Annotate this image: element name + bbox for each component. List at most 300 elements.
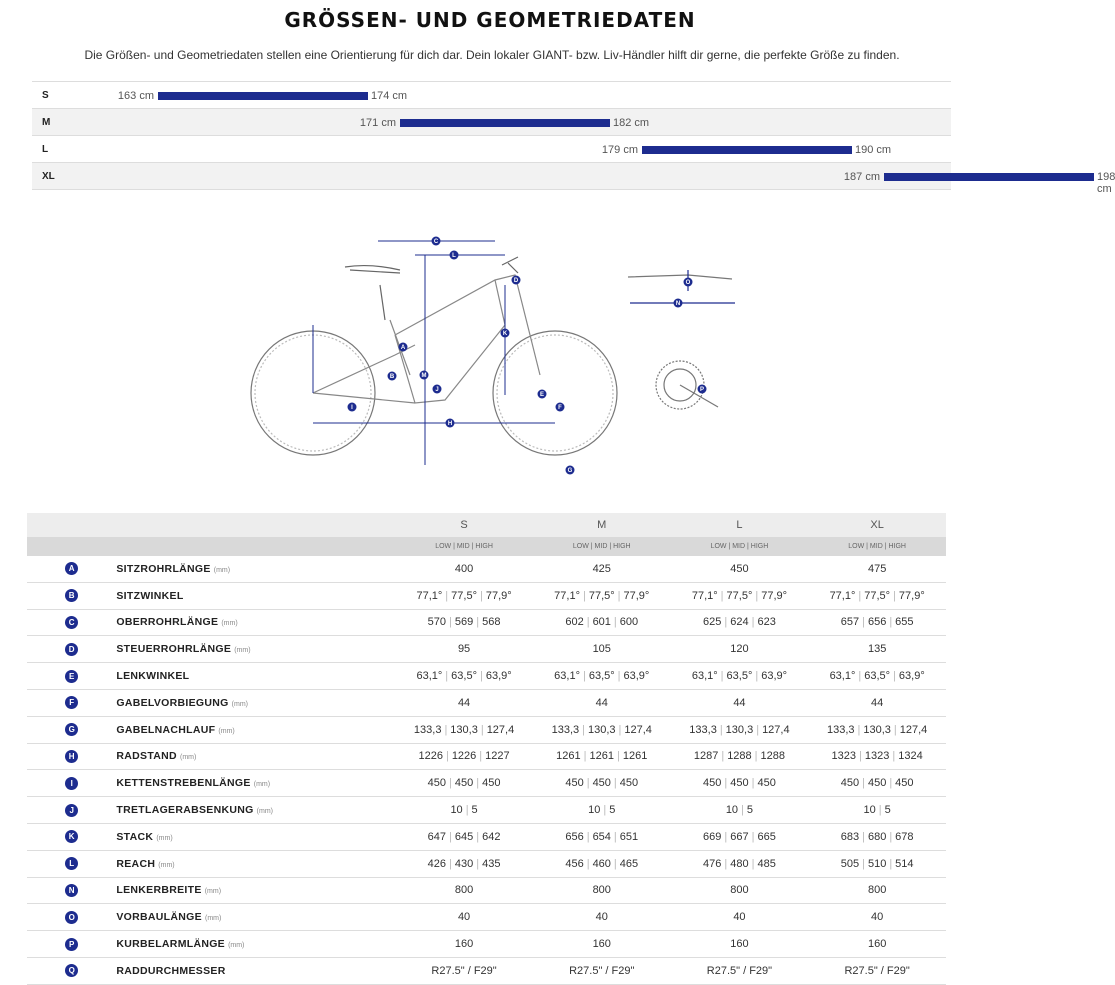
value: 678: [895, 830, 914, 843]
value: 40: [457, 911, 471, 924]
value-cell: [533, 689, 671, 716]
value: 160: [454, 938, 474, 951]
value: 450: [619, 777, 639, 790]
value: 656: [565, 830, 584, 843]
value: 642: [482, 830, 501, 843]
table-header-sizes: [27, 513, 946, 537]
value: 450: [427, 777, 447, 790]
marker-d-icon: [512, 276, 521, 285]
value-cell: 63,1° | 63,5° | 63,9°: [533, 663, 671, 690]
value: 77,9°: [761, 589, 788, 602]
value-cell: 450 | 450 | 450: [533, 770, 671, 797]
value: 800: [867, 884, 887, 897]
size-label: XL: [42, 171, 55, 182]
marker-f-icon: [556, 403, 565, 412]
value: R27.5" / F29": [844, 964, 910, 977]
size-row: [32, 109, 951, 136]
value-cell: [395, 957, 533, 984]
value: 77,9°: [898, 589, 925, 602]
table-subheader: [27, 537, 946, 556]
value-cell: 77,1° | 77,5° | 77,9°: [533, 582, 671, 609]
value: 1226: [451, 750, 477, 763]
value-cell: 1226 | 1226 | 1227: [395, 743, 533, 770]
value: 10: [588, 804, 601, 817]
value: 667: [730, 830, 749, 843]
value-cell: [533, 636, 671, 663]
value: 450: [757, 777, 776, 790]
value-cell: 450 | 450 | 450: [808, 770, 946, 797]
value: 130,3: [587, 723, 616, 736]
value: 1323: [831, 750, 857, 763]
marker-k-icon: [501, 329, 510, 338]
param-name: TRETLAGERABSENKUNG: [116, 804, 254, 817]
value: 160: [730, 938, 749, 951]
svg-text:L: L: [452, 253, 456, 259]
geometry-table: [27, 513, 946, 985]
table-row: [27, 957, 946, 984]
svg-text:B: B: [389, 374, 395, 380]
marker-h-icon: [446, 419, 455, 428]
value: 127,4: [624, 723, 652, 736]
svg-text:I: I: [351, 405, 353, 411]
value: 63,9°: [898, 670, 925, 683]
size-label: L: [42, 144, 49, 155]
value: 130,3: [725, 723, 754, 736]
size-row: [32, 163, 1115, 195]
value-cell: [671, 877, 809, 904]
param-name: KETTENSTREBENLÄNGE: [116, 777, 251, 790]
value: 601: [592, 616, 611, 629]
value-cell: [671, 904, 809, 931]
row-letter-badge: P: [65, 938, 78, 951]
value-cell: [533, 556, 671, 582]
value: 450: [840, 777, 860, 790]
marker-c-icon: [432, 237, 441, 246]
value-cell: 570 | 569 | 568: [395, 609, 533, 636]
value: 130,3: [450, 723, 478, 736]
param-name: KURBELARMLÄNGE: [116, 938, 225, 951]
value: 1226: [418, 750, 443, 763]
size-max: 182 cm: [613, 117, 650, 129]
row-letter-badge: F: [65, 696, 78, 709]
size-min: 163 cm: [117, 90, 154, 102]
marker-e-icon: [538, 390, 547, 399]
value-cell: 450 | 450 | 450: [395, 770, 533, 797]
value: 63,9°: [761, 670, 788, 683]
param-unit: (mm): [256, 808, 273, 816]
param-name: STACK: [116, 830, 154, 843]
svg-text:C: C: [433, 239, 439, 245]
value: 623: [757, 616, 776, 629]
value: 127,4: [899, 723, 928, 736]
value: 645: [454, 830, 474, 843]
marker-g-icon: [566, 466, 575, 475]
value: 5: [609, 804, 616, 817]
value-cell: [808, 904, 946, 931]
value: 133,3: [826, 723, 855, 736]
marker-i-icon: [348, 403, 357, 412]
size-row: [32, 136, 951, 163]
value-cell: [395, 556, 533, 582]
row-letter-badge: O: [65, 911, 78, 924]
size-label: M: [42, 117, 51, 128]
value: 568: [482, 616, 501, 629]
row-letter-badge: J: [65, 804, 78, 817]
value: 602: [565, 616, 584, 629]
column-header-l: L: [671, 513, 809, 537]
value: 40: [733, 911, 746, 924]
value: 651: [619, 830, 639, 843]
value: 127,4: [486, 723, 515, 736]
table-row: [27, 770, 946, 797]
value-cell: [533, 957, 671, 984]
value: 456: [565, 857, 584, 870]
value-cell: [808, 877, 946, 904]
value: 10: [725, 804, 739, 817]
value-cell: 133,3 | 130,3 | 127,4: [671, 716, 809, 743]
value: 425: [592, 562, 611, 575]
param-unit: (mm): [156, 834, 173, 842]
value: 680: [867, 830, 887, 843]
value: 10: [450, 804, 463, 817]
value-cell: 77,1° | 77,5° | 77,9°: [395, 582, 533, 609]
param-name: GABELNACHLAUF: [116, 723, 216, 736]
row-letter-badge: C: [65, 616, 78, 629]
svg-text:D: D: [513, 278, 519, 284]
svg-text:O: O: [685, 280, 691, 286]
value: 1323: [864, 750, 890, 763]
value: 654: [592, 830, 611, 843]
value: 400: [454, 562, 474, 575]
value: 657: [840, 616, 860, 629]
value-cell: 77,1° | 77,5° | 77,9°: [808, 582, 946, 609]
row-letter-badge: E: [65, 670, 78, 683]
subheader-s: LOW | MID | HIGH: [395, 537, 533, 556]
param-unit: (mm): [253, 781, 271, 789]
value: 133,3: [551, 723, 580, 736]
value: 460: [592, 857, 611, 870]
value: 510: [867, 857, 887, 870]
value: 133,3: [413, 723, 442, 736]
value-cell: [395, 931, 533, 958]
table-row: [27, 663, 946, 690]
value: 127,4: [762, 723, 790, 736]
value: 63,1°: [554, 670, 580, 683]
param-name: VORBAULÄNGE: [116, 911, 202, 924]
value-cell: 456 | 460 | 465: [533, 850, 671, 877]
row-letter-badge: A: [65, 562, 78, 575]
svg-text:E: E: [539, 392, 545, 398]
row-letter-badge: G: [65, 723, 78, 736]
value: 625: [703, 616, 722, 629]
value: 1261: [556, 750, 581, 763]
param-name: RADSTAND: [116, 750, 177, 763]
table-row: [27, 716, 946, 743]
value-cell: [671, 636, 809, 663]
value-cell: 63,1° | 63,5° | 63,9°: [671, 663, 809, 690]
value: 600: [619, 616, 639, 629]
row-letter-badge: B: [65, 589, 78, 602]
value-cell: [671, 957, 809, 984]
param-unit: (mm): [234, 647, 251, 655]
value-cell: 10 | 5: [395, 797, 533, 824]
value-cell: 683 | 680 | 678: [808, 823, 946, 850]
value: 77,1°: [691, 589, 718, 602]
value: 450: [482, 777, 501, 790]
param-unit: (mm): [158, 861, 175, 869]
size-range-bar: [884, 173, 1094, 181]
value-cell: 476 | 480 | 485: [671, 850, 809, 877]
value: 1288: [760, 750, 786, 763]
value: 450: [730, 777, 749, 790]
page-title: GRÖSSEN- UND GEOMETRIEDATEN: [284, 8, 696, 32]
value: 465: [619, 857, 639, 870]
value-cell: 602 | 601 | 600: [533, 609, 671, 636]
param-unit: (mm): [179, 754, 197, 762]
param-name: LENKERBREITE: [116, 884, 202, 897]
svg-text:P: P: [699, 387, 705, 393]
subheader-l: LOW | MID | HIGH: [671, 537, 809, 556]
param-name: SITZWINKEL: [116, 589, 184, 602]
value: 105: [592, 643, 611, 656]
svg-text:A: A: [400, 345, 406, 351]
value: 135: [867, 643, 887, 656]
value-cell: 1323 | 1323 | 1324: [808, 743, 946, 770]
value: 63,5°: [451, 670, 477, 683]
value: 647: [427, 830, 447, 843]
size-row: [32, 82, 951, 109]
table-row: [27, 689, 946, 716]
value: 77,5°: [451, 589, 477, 602]
value: 656: [867, 616, 887, 629]
value-cell: 426 | 430 | 435: [395, 850, 533, 877]
value-cell: [808, 957, 946, 984]
value-cell: [395, 904, 533, 931]
value: 450: [895, 777, 914, 790]
value: 95: [457, 643, 471, 656]
param-name: REACH: [116, 857, 156, 870]
value: 40: [595, 911, 608, 924]
value: 1261: [589, 750, 614, 763]
value: 450: [565, 777, 584, 790]
value-cell: 63,1° | 63,5° | 63,9°: [395, 663, 533, 690]
value: 624: [730, 616, 749, 629]
svg-text:J: J: [435, 387, 439, 393]
svg-text:H: H: [447, 421, 453, 427]
value: 160: [867, 938, 887, 951]
value-cell: 10 | 5: [671, 797, 809, 824]
column-header-xl: XL: [808, 513, 946, 537]
size-range-bar: [642, 146, 852, 154]
value-cell: [533, 877, 671, 904]
value: 480: [730, 857, 749, 870]
value: 426: [427, 857, 447, 870]
value: 63,5°: [864, 670, 891, 683]
param-name: RADDURCHMESSER: [116, 964, 226, 977]
marker-n-icon: [674, 299, 683, 308]
table-row: [27, 850, 946, 877]
value: 133,3: [689, 723, 717, 736]
value: 40: [871, 911, 884, 924]
value: 570: [427, 616, 447, 629]
value: 77,1°: [829, 589, 856, 602]
value: 800: [730, 884, 749, 897]
param-name: STEUERROHRLÄNGE: [116, 643, 232, 656]
row-letter-badge: I: [65, 777, 78, 790]
value: 1287: [693, 750, 719, 763]
value-cell: 450 | 450 | 450: [671, 770, 809, 797]
value: R27.5" / F29": [569, 964, 635, 977]
size-max: 174 cm: [371, 90, 408, 102]
value: 669: [703, 830, 722, 843]
front-wheel-icon: [493, 331, 617, 455]
row-letter-badge: N: [65, 884, 78, 897]
value: 44: [733, 696, 746, 709]
value: 63,5°: [588, 670, 615, 683]
value-cell: 1261 | 1261 | 1261: [533, 743, 671, 770]
size-min: 171 cm: [359, 117, 396, 129]
value: 450: [730, 562, 749, 575]
value-cell: [671, 931, 809, 958]
param-unit: (mm): [204, 888, 222, 896]
size-range-bar: [158, 92, 368, 100]
handlebar-icon: [628, 270, 735, 303]
value: 63,1°: [829, 670, 856, 683]
value-cell: 63,1° | 63,5° | 63,9°: [808, 663, 946, 690]
value-cell: [395, 636, 533, 663]
value: 77,5°: [588, 589, 615, 602]
svg-text:F: F: [558, 405, 562, 411]
value: 63,1°: [416, 670, 443, 683]
row-letter-badge: H: [65, 750, 78, 763]
value: R27.5" / F29": [431, 964, 497, 977]
value-cell: 1287 | 1288 | 1288: [671, 743, 809, 770]
value: 63,5°: [726, 670, 753, 683]
value: R27.5" / F29": [706, 964, 773, 977]
geometry-diagram: [240, 225, 760, 485]
marker-p-icon: [698, 385, 707, 394]
param-unit: (mm): [228, 942, 245, 950]
value: 44: [457, 696, 471, 709]
value-cell: 10 | 5: [533, 797, 671, 824]
column-header-s: S: [395, 513, 533, 537]
table-row: [27, 636, 946, 663]
svg-text:K: K: [502, 331, 508, 337]
value-cell: 77,1° | 77,5° | 77,9°: [671, 582, 809, 609]
value: 77,5°: [864, 589, 891, 602]
table-row: [27, 582, 946, 609]
param-unit: (mm): [221, 620, 238, 628]
value-cell: 647 | 645 | 642: [395, 823, 533, 850]
size-range-bar: [400, 119, 610, 127]
param-name: SITZROHRLÄNGE: [116, 562, 211, 575]
value: 665: [757, 830, 776, 843]
value-cell: [808, 636, 946, 663]
value: 77,9°: [485, 589, 512, 602]
marker-a-icon: [399, 343, 408, 352]
value: 569: [454, 616, 474, 629]
value-cell: 133,3 | 130,3 | 127,4: [395, 716, 533, 743]
value: 485: [757, 857, 776, 870]
value-cell: [671, 689, 809, 716]
table-row: [27, 823, 946, 850]
table-row: [27, 743, 946, 770]
table-row: [27, 797, 946, 824]
row-letter-badge: D: [65, 643, 78, 656]
row-letter-badge: Q: [65, 964, 78, 977]
value: 475: [867, 562, 887, 575]
value: 77,5°: [726, 589, 753, 602]
param-name: GABELVORBIEGUNG: [116, 696, 229, 709]
param-name: LENKWINKEL: [116, 670, 190, 683]
value: 430: [454, 857, 474, 870]
value: 1261: [622, 750, 648, 763]
value: 44: [871, 696, 884, 709]
value-cell: 133,3 | 130,3 | 127,4: [808, 716, 946, 743]
param-unit: (mm): [213, 566, 231, 574]
table-row: [27, 904, 946, 931]
value: 44: [595, 696, 608, 709]
param-unit: (mm): [218, 727, 235, 735]
page-subtitle: Die Größen- und Geometriedaten stellen eine Orientierung für dich dar. Dein lokaler GIANT- bzw. Liv-Händler hilft dir gerne, die perfekte Größe zu finden.: [84, 48, 900, 62]
param-unit: (mm): [231, 700, 248, 708]
value-cell: [808, 931, 946, 958]
value: 77,1°: [416, 589, 443, 602]
value-cell: [533, 904, 671, 931]
value: 77,9°: [623, 589, 650, 602]
value: 5: [471, 804, 478, 817]
value-cell: [808, 556, 946, 582]
value-cell: [808, 689, 946, 716]
value-cell: [533, 931, 671, 958]
value: 130,3: [863, 723, 891, 736]
value: 450: [867, 777, 887, 790]
value: 476: [703, 857, 722, 870]
value: 63,9°: [485, 670, 512, 683]
value-cell: 10 | 5: [808, 797, 946, 824]
value: 10: [863, 804, 876, 817]
marker-o-icon: [684, 278, 693, 287]
value-cell: 505 | 510 | 514: [808, 850, 946, 877]
size-max: 190 cm: [855, 144, 892, 156]
size-min: 187 cm: [843, 171, 880, 183]
value: 120: [730, 643, 749, 656]
size-label: S: [42, 90, 49, 101]
value: 63,1°: [691, 670, 718, 683]
size-min: 179 cm: [601, 144, 638, 156]
value-cell: 669 | 667 | 665: [671, 823, 809, 850]
value: 5: [746, 804, 754, 817]
value: 514: [895, 857, 914, 870]
value: 1324: [898, 750, 923, 763]
table-row: [27, 931, 946, 958]
svg-text:G: G: [567, 468, 573, 474]
value-cell: [671, 556, 809, 582]
size-chart: [32, 81, 1115, 195]
table-row: [27, 556, 946, 582]
value-cell: 133,3 | 130,3 | 127,4: [533, 716, 671, 743]
value: 1227: [485, 750, 510, 763]
marker-m-icon: [420, 371, 429, 380]
crankset-icon: [656, 361, 718, 409]
value-cell: 625 | 624 | 623: [671, 609, 809, 636]
subheader-m: LOW | MID | HIGH: [533, 537, 671, 556]
subheader-xl: LOW | MID | HIGH: [808, 537, 946, 556]
param-name: OBERROHRLÄNGE: [116, 616, 219, 629]
value-cell: [395, 877, 533, 904]
param-unit: (mm): [205, 915, 222, 923]
row-letter-badge: L: [65, 857, 78, 870]
